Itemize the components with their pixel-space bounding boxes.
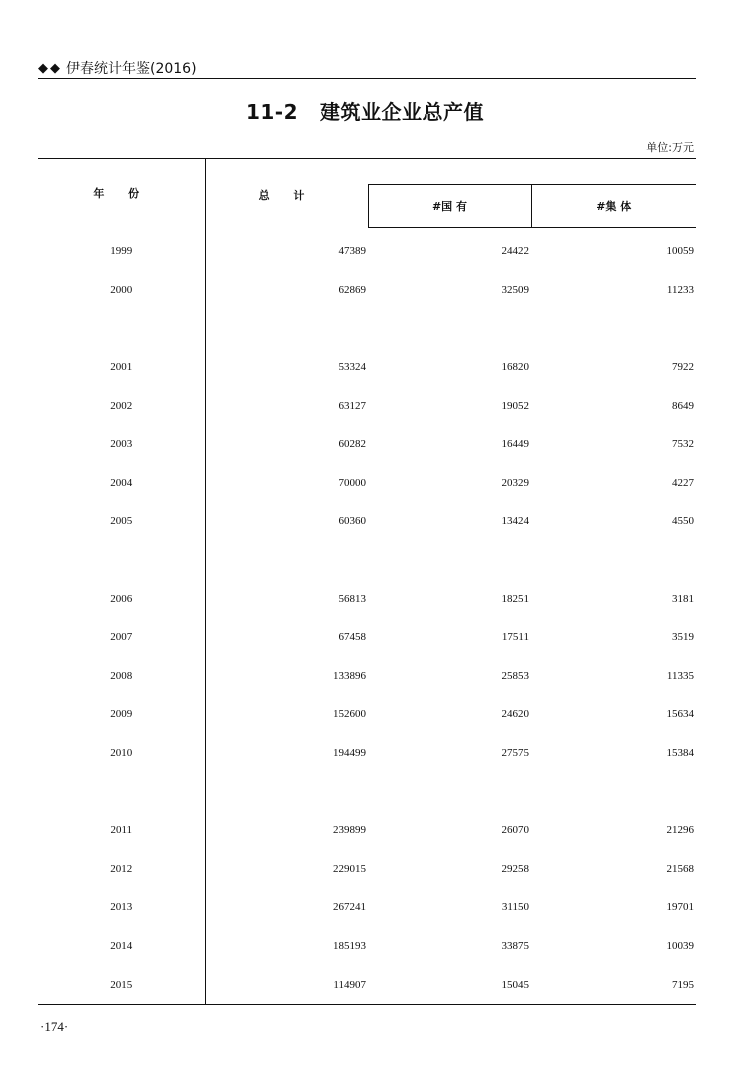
collective-cell: 10059 bbox=[666, 245, 694, 258]
year-cell: 2001 bbox=[38, 348, 205, 387]
year-cell: 2004 bbox=[38, 464, 205, 503]
table-row bbox=[38, 811, 696, 850]
collective-cell: 11233 bbox=[666, 283, 694, 296]
page-title bbox=[0, 96, 730, 125]
year-cell: 2012 bbox=[38, 850, 205, 889]
table-row bbox=[38, 386, 696, 425]
collective-cell: 21568 bbox=[666, 862, 694, 875]
state-owned-cell: 27575 bbox=[501, 747, 529, 760]
total-cell: 133896 bbox=[333, 669, 366, 682]
yearbook-title: 伊春统计年鉴(2016) bbox=[66, 61, 197, 77]
collective-cell: 19701 bbox=[666, 901, 694, 914]
year-cell: 2010 bbox=[38, 734, 205, 773]
collective-cell: 10039 bbox=[666, 939, 694, 952]
total-cell: 114907 bbox=[205, 965, 368, 1004]
state-owned-cell: 32509 bbox=[501, 283, 529, 296]
collective-cell: 21296 bbox=[666, 824, 694, 837]
year-cell: 2011 bbox=[38, 811, 205, 850]
collective-cell: 15384 bbox=[666, 747, 694, 760]
year-cell: 2008 bbox=[38, 657, 205, 696]
spacer-cell bbox=[205, 541, 696, 580]
state-owned-cell: 29258 bbox=[501, 862, 529, 875]
column-header-year: 年 份 bbox=[38, 159, 205, 228]
collective-cell: 3181 bbox=[672, 592, 694, 605]
total-cell: 194499 bbox=[333, 747, 366, 760]
collective-cell: 11335 bbox=[666, 669, 694, 682]
header-spacer bbox=[368, 159, 696, 185]
state-owned-cell: 19052 bbox=[501, 399, 529, 412]
group-spacer bbox=[38, 541, 696, 580]
table-row bbox=[38, 502, 696, 541]
collective-cell: 3519 bbox=[672, 631, 694, 644]
year-cell: 2002 bbox=[38, 386, 205, 425]
page-number: ·174· bbox=[40, 1019, 69, 1034]
table-row bbox=[38, 927, 696, 966]
state-owned-cell: 31150 bbox=[501, 901, 529, 914]
group-spacer bbox=[38, 772, 696, 811]
total-cell: 60282 bbox=[338, 438, 366, 451]
spacer-cell bbox=[38, 772, 205, 811]
table-row bbox=[38, 579, 696, 618]
year-cell: 2009 bbox=[38, 695, 205, 734]
total-cell: 267241 bbox=[333, 901, 366, 914]
column-header-state-owned: #国 有 bbox=[368, 185, 531, 228]
column-header-total: 总 计 bbox=[205, 159, 368, 228]
year-cell: 2003 bbox=[38, 425, 205, 464]
state-owned-cell: 17511 bbox=[501, 631, 529, 644]
table-row bbox=[38, 618, 696, 657]
output-value-table bbox=[38, 158, 696, 1005]
year-cell: 1999 bbox=[38, 228, 205, 271]
total-cell: 70000 bbox=[338, 476, 366, 489]
state-owned-cell: 26070 bbox=[501, 824, 529, 837]
table-number: 11-2 bbox=[245, 100, 299, 124]
year-cell: 2005 bbox=[38, 502, 205, 541]
state-owned-cell: 16820 bbox=[501, 361, 529, 374]
year-cell: 2013 bbox=[38, 888, 205, 927]
total-cell: 185193 bbox=[333, 939, 366, 952]
spacer-cell bbox=[205, 309, 696, 348]
table-row bbox=[38, 850, 696, 889]
diamond-icon: ◆ bbox=[38, 60, 48, 76]
total-cell: 62869 bbox=[338, 283, 366, 296]
year-cell: 2014 bbox=[38, 927, 205, 966]
state-owned-cell: 33875 bbox=[501, 939, 529, 952]
table-title: 建筑业企业总产值 bbox=[320, 100, 485, 124]
table-row bbox=[38, 425, 696, 464]
state-owned-cell: 24620 bbox=[501, 708, 529, 721]
collective-cell: 15634 bbox=[666, 708, 694, 721]
table-body bbox=[38, 228, 696, 1005]
total-cell: 67458 bbox=[338, 631, 366, 644]
header-divider bbox=[38, 78, 696, 79]
running-header bbox=[38, 58, 197, 78]
spacer-cell bbox=[205, 772, 696, 811]
table-row bbox=[38, 348, 696, 387]
total-cell: 56813 bbox=[338, 592, 366, 605]
collective-cell: 7922 bbox=[672, 361, 694, 374]
spacer-cell bbox=[38, 309, 205, 348]
collective-cell: 4550 bbox=[672, 515, 694, 528]
table-row bbox=[38, 271, 696, 310]
column-header-collective: #集 体 bbox=[531, 185, 696, 228]
total-cell: 229015 bbox=[333, 862, 366, 875]
table-row bbox=[38, 464, 696, 503]
state-owned-cell: 20329 bbox=[501, 476, 529, 489]
year-cell: 2007 bbox=[38, 618, 205, 657]
table-row bbox=[38, 734, 696, 773]
total-cell: 152600 bbox=[333, 708, 366, 721]
group-spacer bbox=[38, 309, 696, 348]
spacer-cell bbox=[38, 541, 205, 580]
year-cell: 2000 bbox=[38, 271, 205, 310]
collective-cell: 7532 bbox=[672, 438, 694, 451]
table-row bbox=[38, 228, 696, 271]
table-row bbox=[38, 965, 696, 1004]
table-row bbox=[38, 695, 696, 734]
total-cell: 53324 bbox=[338, 361, 366, 374]
total-cell: 60360 bbox=[338, 515, 366, 528]
total-cell: 239899 bbox=[333, 824, 366, 837]
table-row bbox=[38, 657, 696, 696]
total-cell: 63127 bbox=[338, 399, 366, 412]
collective-cell: 7195 bbox=[531, 965, 696, 1004]
unit-note: 单位:万元 bbox=[646, 141, 694, 154]
state-owned-cell: 24422 bbox=[501, 245, 529, 258]
year-cell: 2015 bbox=[38, 965, 205, 1004]
state-owned-cell: 18251 bbox=[501, 592, 529, 605]
state-owned-cell: 13424 bbox=[501, 515, 529, 528]
collective-cell: 4227 bbox=[672, 476, 694, 489]
state-owned-cell: 25853 bbox=[501, 669, 529, 682]
total-cell: 47389 bbox=[338, 245, 366, 258]
collective-cell: 8649 bbox=[672, 399, 694, 412]
year-cell: 2006 bbox=[38, 579, 205, 618]
diamond-icon: ◆ bbox=[50, 60, 60, 76]
state-owned-cell: 16449 bbox=[501, 438, 529, 451]
state-owned-cell: 15045 bbox=[368, 965, 531, 1004]
table-row bbox=[38, 888, 696, 927]
